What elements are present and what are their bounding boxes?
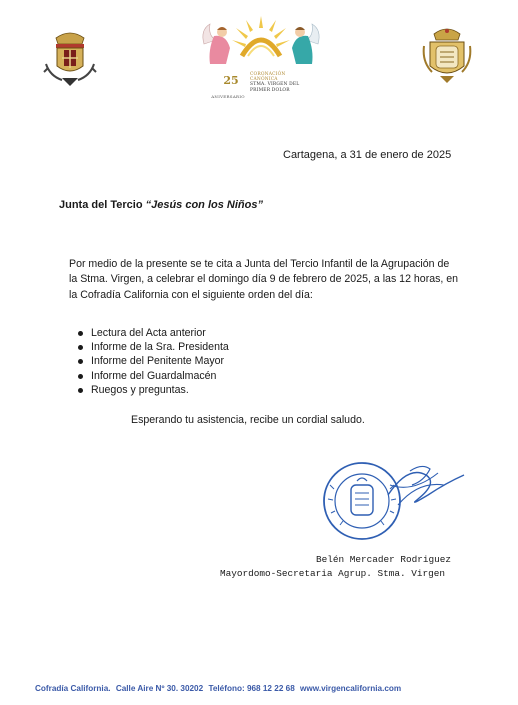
signatory-role: Mayordomo-Secretaria Agrup. Stma. Virgen	[220, 568, 446, 579]
anniversary-number: 25	[223, 74, 239, 87]
footer-address: Calle Aire Nº 30. 30202	[115, 684, 204, 693]
coronation-line: CANÓNICA	[250, 77, 278, 83]
letter-body-paragraph	[69, 257, 469, 303]
coronation-line: CORONACIÓN	[250, 72, 286, 77]
agenda-list	[77, 326, 229, 397]
agenda-item: Informe de la Sra. Presidenta	[77, 340, 229, 354]
footer-org: Cofradía California.	[35, 684, 111, 693]
anniversary-label: ANIVERSARIO	[211, 94, 245, 99]
agenda-item: Ruegos y preguntas.	[77, 383, 229, 397]
left-crest-icon	[42, 28, 98, 88]
paragraph-line: la Cofradía California con el siguiente orden del día:	[69, 288, 313, 301]
agenda-item: Informe del Penitente Mayor	[77, 354, 229, 368]
agenda-item: Lectura del Acta anterior	[77, 326, 229, 340]
virgin-line: PRIMER DOLOR	[250, 87, 290, 93]
seal-stamp-icon	[318, 455, 468, 545]
footer-phone: Teléfono: 968 12 22 68	[208, 684, 295, 693]
paragraph-line: la Stma. Virgen, a celebrar el domingo día 9 de febrero de 2025, a las 12 horas, en	[69, 273, 459, 286]
agenda-item: Informe del Guardalmacén	[77, 369, 229, 383]
subject-prefix: Junta del Tercio	[59, 199, 146, 211]
letter-date: Cartagena, a 31 de enero de 2025	[283, 149, 452, 161]
letter-closing: Esperando tu asistencia, recibe un cordial saludo.	[131, 414, 365, 426]
letter-subject	[59, 199, 263, 211]
subject-title: “Jesús con los Niños”	[145, 199, 263, 211]
footer	[35, 684, 495, 693]
signatory-name: Belén Mercader Rodriguez	[316, 554, 452, 565]
coronation-text	[250, 72, 330, 93]
virgin-line: STMA. VIRGEN DEL	[250, 82, 300, 88]
footer-web-link[interactable]: www.virgencalifornia.com	[300, 684, 402, 693]
paragraph-line: Por medio de la presente se te cita a Junta del Tercio Infantil de la Agrupación de	[69, 258, 450, 270]
right-crest-icon	[422, 26, 472, 84]
